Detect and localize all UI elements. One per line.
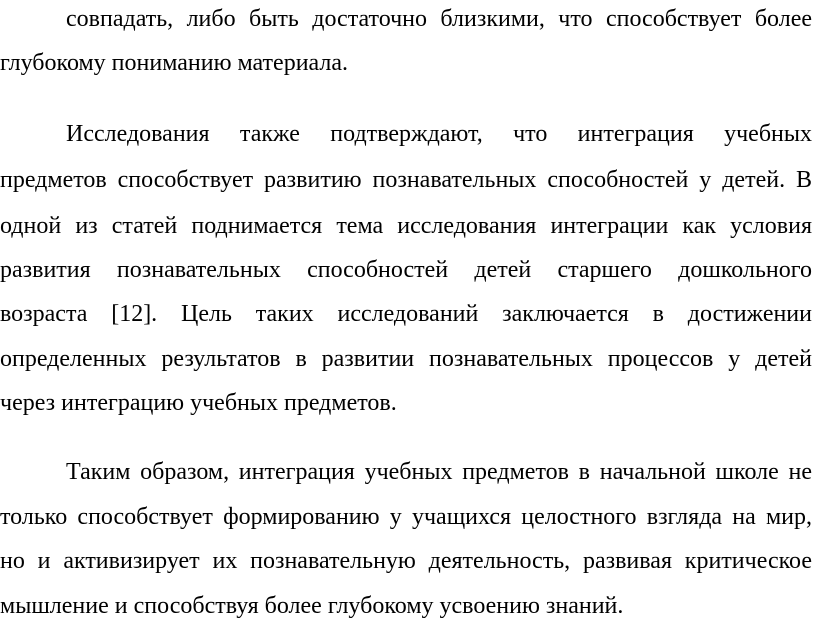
paragraph-line: предметов способствует развитию познавательных способностей у детей. В <box>0 167 812 193</box>
paragraph-line: Исследования также подтверждают, что интеграция учебных <box>66 121 812 147</box>
paragraph-line: только способствует формированию у учащихся целостного взгляда на мир, <box>0 504 812 530</box>
paragraph-line: определенных результатов в развитии познавательных процессов у детей <box>0 346 812 372</box>
paragraph-line: совпадать, либо быть достаточно близкими, что способствует более <box>66 6 812 32</box>
paragraph-line: глубокому пониманию материала. <box>0 50 349 76</box>
paragraph-line: возраста [12]. Цель таких исследований заключается в достижении <box>0 301 812 327</box>
paragraph-line: Таким образом, интеграция учебных предметов в начальной школе не <box>66 459 812 485</box>
paragraph-line: одной из статей поднимается тема исследования интеграции как условия <box>0 213 812 239</box>
paragraph-line: через интеграцию учебных предметов. <box>0 390 397 416</box>
paragraph-line: развития познавательных способностей детей старшего дошкольного <box>0 257 812 283</box>
paragraph-line: мышление и способствуя более глубокому усвоению знаний. <box>0 593 624 619</box>
paragraph-line: но и активизирует их познавательную деятельность, развивая критическое <box>0 548 812 574</box>
